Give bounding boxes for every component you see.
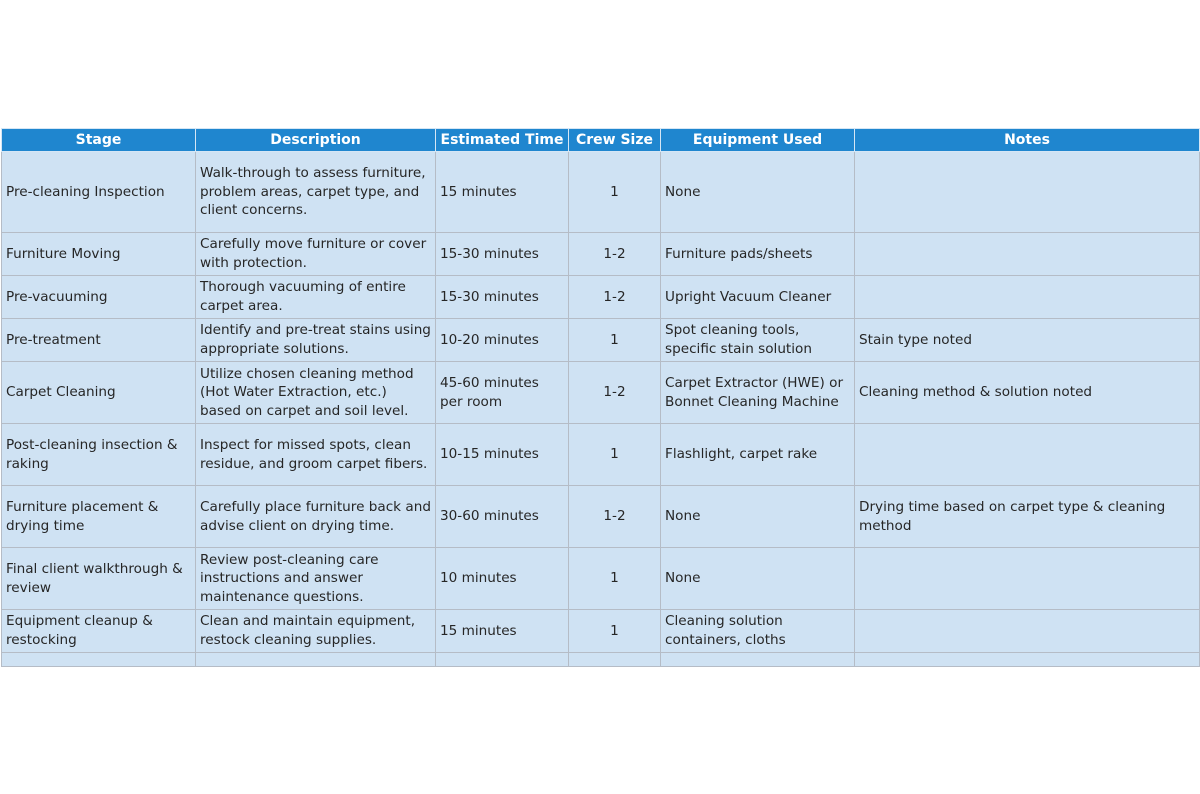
- cell-time: 15 minutes: [436, 610, 569, 653]
- cell-time: 15 minutes: [436, 152, 569, 233]
- cell-stage: Pre-cleaning Inspection: [2, 152, 196, 233]
- empty-row: [2, 653, 1200, 667]
- cell-description: Identify and pre-treat stains using appropriate solutions.: [196, 319, 436, 362]
- cell-equipment: Upright Vacuum Cleaner: [661, 276, 855, 319]
- cleaning-stages-table: [1, 128, 1200, 667]
- cell-time: 45-60 minutes per room: [436, 362, 569, 424]
- cell-notes: [855, 610, 1200, 653]
- cell-notes: Drying time based on carpet type & cleaning method: [855, 486, 1200, 548]
- header-stage: Stage: [2, 129, 196, 152]
- cell-time: 15-30 minutes: [436, 276, 569, 319]
- header-crew-size: Crew Size: [569, 129, 661, 152]
- cell-notes: Cleaning method & solution noted: [855, 362, 1200, 424]
- cell-description: Inspect for missed spots, clean residue, and groom carpet fibers.: [196, 424, 436, 486]
- table-row: [2, 276, 1200, 319]
- table-row: [2, 362, 1200, 424]
- table-row: [2, 233, 1200, 276]
- cell-equipment: Spot cleaning tools, specific stain solution: [661, 319, 855, 362]
- cell-stage: Pre-treatment: [2, 319, 196, 362]
- table-row: [2, 319, 1200, 362]
- cell-equipment: None: [661, 548, 855, 610]
- cell-stage: Post-cleaning insection & raking: [2, 424, 196, 486]
- table-row: [2, 152, 1200, 233]
- empty-cell: [661, 653, 855, 667]
- cell-stage: Final client walkthrough & review: [2, 548, 196, 610]
- header-notes: Notes: [855, 129, 1200, 152]
- table-row: [2, 548, 1200, 610]
- cell-notes: [855, 276, 1200, 319]
- empty-cell: [569, 653, 661, 667]
- empty-cell: [436, 653, 569, 667]
- cell-description: Carefully move furniture or cover with protection.: [196, 233, 436, 276]
- cell-description: Walk-through to assess furniture, problem areas, carpet type, and client concerns.: [196, 152, 436, 233]
- cell-description: Utilize chosen cleaning method (Hot Water Extraction, etc.) based on carpet and soil level.: [196, 362, 436, 424]
- cell-notes: [855, 548, 1200, 610]
- header-row: [2, 129, 1200, 152]
- cell-equipment: None: [661, 152, 855, 233]
- table-row: [2, 610, 1200, 653]
- header-description: Description: [196, 129, 436, 152]
- cell-crew: 1: [569, 424, 661, 486]
- cell-crew: 1: [569, 610, 661, 653]
- cell-crew: 1-2: [569, 486, 661, 548]
- table-row: [2, 424, 1200, 486]
- cell-description: Review post-cleaning care instructions and answer maintenance questions.: [196, 548, 436, 610]
- cell-description: Carefully place furniture back and advise client on drying time.: [196, 486, 436, 548]
- cell-time: 15-30 minutes: [436, 233, 569, 276]
- cell-description: Thorough vacuuming of entire carpet area.: [196, 276, 436, 319]
- cell-notes: [855, 152, 1200, 233]
- cell-stage: Pre-vacuuming: [2, 276, 196, 319]
- cell-stage: Carpet Cleaning: [2, 362, 196, 424]
- header-estimated-time: Estimated Time: [436, 129, 569, 152]
- cell-crew: 1: [569, 152, 661, 233]
- cell-time: 10 minutes: [436, 548, 569, 610]
- cell-equipment: Flashlight, carpet rake: [661, 424, 855, 486]
- cell-crew: 1: [569, 548, 661, 610]
- cell-time: 10-15 minutes: [436, 424, 569, 486]
- cell-equipment: Carpet Extractor (HWE) or Bonnet Cleaning Machine: [661, 362, 855, 424]
- cell-crew: 1: [569, 319, 661, 362]
- cell-equipment: Furniture pads/sheets: [661, 233, 855, 276]
- cell-stage: Furniture Moving: [2, 233, 196, 276]
- empty-cell: [855, 653, 1200, 667]
- empty-cell: [196, 653, 436, 667]
- cell-time: 10-20 minutes: [436, 319, 569, 362]
- header-equipment-used: Equipment Used: [661, 129, 855, 152]
- cell-crew: 1-2: [569, 276, 661, 319]
- cell-notes: Stain type noted: [855, 319, 1200, 362]
- cell-time: 30-60 minutes: [436, 486, 569, 548]
- cell-stage: Furniture placement & drying time: [2, 486, 196, 548]
- cell-stage: Equipment cleanup & restocking: [2, 610, 196, 653]
- cell-notes: [855, 233, 1200, 276]
- cell-description: Clean and maintain equipment, restock cleaning supplies.: [196, 610, 436, 653]
- empty-cell: [2, 653, 196, 667]
- cell-crew: 1-2: [569, 233, 661, 276]
- cell-equipment: Cleaning solution containers, cloths: [661, 610, 855, 653]
- cell-equipment: None: [661, 486, 855, 548]
- table-row: [2, 486, 1200, 548]
- cell-notes: [855, 424, 1200, 486]
- cell-crew: 1-2: [569, 362, 661, 424]
